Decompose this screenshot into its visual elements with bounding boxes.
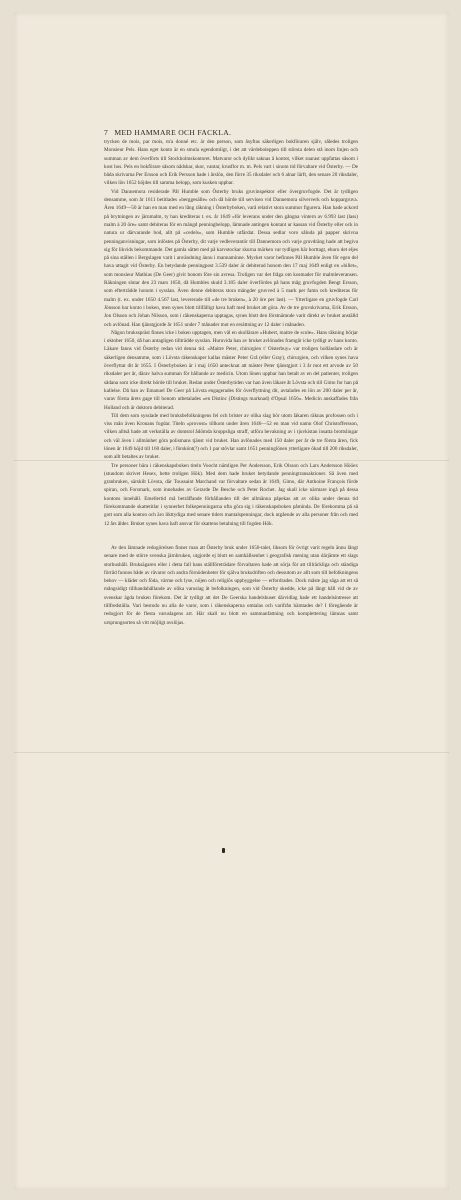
ink-mark: [222, 848, 225, 853]
paragraph: Av den lämnade redogörelsen finner man att Österby bruk under 1650-talet, liksom för övrigt varit regeln ännu långt senare med de större svenska järnbruken, utgjorde ej blott en samhällsenhet i geografisk mening utan därjämte ett slags storhushåll. Bruksägaren eller i detta fall hans ställföreträdare förvaltaren hade att sörja för att tillräckliga och ständiga förråd funnos både av råvaror och andra förnödenheter för själva bruksdriften och dessutom av allt som till befolkningens behov — kläder och föda, värme och lyse, nöjen och religiös uppbyggelse — erfordrades. Dock måste jag säga att ett så mångsidigt tillhandahållande av olika varuslag åt befolkningen, som vid Österby skedde, icke på långt håll vid de av svenskar ägda bruken förekom. Det är tydligt att det De Geerska handelshuset därvidlag hade ett handelsintresse att tillfredställa. Vari bestodo nu alla de varor, som i räkenskaperna omtalas och varifrån hämtades de? I föregående är redogjort för de flesta varuslagens art. Här skall nu blott en sammanfattning och komplettering lämnas samt ursprungsorten så vitt möjligt avslöjas.: [104, 544, 358, 626]
paragraph: trycken de mois, par mois, m'a donné etc. är den person, som åsyftas säkerligen bokföraren själv, således troligen Monsieur Pels. Hans eget konto är en smula egendomligt, i det att värdeboleppen till största delen stå inom linjen och summan av dem överförts till Stockholmskontoret. Matvaror och dylikt saknas å kontot, vilket snarast uppfattas såsom i kost hos. Pels en bokförare såsom nådshar, skor, vantar, krusflor m. m. Pels vart i sinom tid förvaltare vid Österby. — De båda skrivarna Per Ersson och Erik Persson hade i årslön, den förre 35 riksdaler och 6 alnar lärft, den senare 20 riksdaler, vilken lön 1652 höjdes till samma belopp, som kusken uppbar.: [104, 139, 358, 187]
page-number: 7: [104, 128, 109, 137]
page-fold-line: [14, 752, 449, 753]
paragraph: Vid Dannemora residerade Pål Humble som Österby bruks gruvinspektor eller övergruvfogde. Det är tydligen densamme, som år 1611 betitlades »berggesälle» och då hörde till servisen vid Dannemora silververk och koppargruva. Åren 1649—50 är han en man med en lång räkning i Österbyboken, varå relativt stora summor figurera. Han hade ackord på brytningen av järnmalm, ty han krediteras t. ex. år 1649 »för leverans under den gångna vintern av 6.993 last (lass) malm à 20 öre» samt debiteras för en mängd penningbelopp, lämnade antingen kontant ur kassan vid Österby eller ock in natura ur därvarande bod, allt på »cedels», som Humble utfärdat. Dessa sedlar voro såluda på papper skrivna penninganvisningar, som inlöstes på Österby, dit varje vedleverantör till Dannemora och varje gruvdräng hade att begiva sig för likvids bekommande. Det gamla sättet med på karvstockar skurna märken var tydligen här borttagt, ehuru det eljes på sina ställen i Bergslagen varit i användning ännu i mannaminne. Mycket varor befinnes Pål Humble även för egen del hava uttagit vid Österby. En betydande penningpost 3.539 daler är debiterad honom den 17 maj 1649 enligt en »billet», som monsieur Mathias (De Geer) givit honom före sin avresa. Troligen var det fråga om kostnader för malmleveransen. Räkningen slutar den 23 mars 1650, då Humbles skuld 3.185 daler överfördes på hans måg gruvfogden Bengt Ersson, som efterträdde honom i sysslan. Även denne debiteras stora mängder gruvved à 5 mark per famn och krediteras för malm (t. ex. under 1650 4.567 last, levererade till »de tre bruken», à 20 öre per last). — Ytterligare en gruvfogde Carl Jönsson har konto i boken, men synes blott tillfälligt hava haft med bruket att göra. Av de tre gruvskrivarna, Erik Ersson, Jon Olsson och Johan Nilsson, som i räkenskaperna upptagas, synes blott den förstnämnde varit direkt av bruket anställd och avlönad. Han tjänstgjorde år 1651 under 7 månader mot en ersättning av 12 daler i månaden.: [104, 188, 358, 328]
paragraph: Tre personer bära i räkenskapsboken titeln Voocht nämligen Per Andersson, Erik Olsson och Lars Andersson Hööex (stundom skrivet Hesex, hette troligen Hök). Med dem hade bruket betydande penningtransaktioner. Så även med granbruken, särskilt Lövsta, där Toussaint Marchand var förvaltare sedan år 1649, Gimo, där Anthoine François förde spiran, och Forsmark, som innehades av Gerarde De Besche och Peter Rochet. Jag skall icke närmare ingå på dessa kontons innehåll. Emellertid må beträffande förhållanden till det allmänna påpekas att av olika under denna tid förekommande skattetitlar i synnerhet folkepenningarna ofta göra sig i räkenskapsboken påminda. De förekomma på så gott som alla konton och äro likttydiga med senare tiders mantalspenningar, dock utgående av alla personer från och med 12 års ålder. Bruket synes hava haft ansvar för skattens betalning till fogden Hök.: [104, 462, 358, 527]
page-header: [104, 128, 364, 137]
running-title: MED HAMMARE OCH FACKLA.: [114, 128, 232, 137]
body-text: [104, 138, 358, 627]
paragraph: Till dem som sysslade med bruksbefolkningens fel och brister av olika slag bör utom läkaren räknas profossen och i viss mån även Kronans fogdar. Titeln »provost» tillkom under åren 1646—52 en man vid namn Olof Christoffersson, vilken alltså hade att verkställa av domstol ådömda kroppsliga straff, utföra bevakning av i tjuvkistan insatta brottslingar och väl även i allmänhet göra polismans tjänst vid bruket. Han avlönades med 150 daler per år de tre första åren, fick lönen år 1649 höjd till 160 daler, i förskönt(?) och 1 par stövlar samt 1651 penninglönen ytterligare ökad till 200 riksdaler, som allt betaltes av bruket.: [104, 412, 358, 461]
paragraph: Någon bruksspräst finnes icke i boken upptagen, men väl en skollärare »Hubert, maitre de scole». Hans räkning börjar i oktober 1650, då han antagligen tillträdde sysslan. Huruvida han av bruket avlönades framgår icke tydligt av hans konto. Läkare fanns vid Österby redan vid denna tid. »Maitre Peter, chirurgien t' Oisterbuy» var troligen holländare och är säkerligen densamme, som i Lövsta räkenskaper kallas mäster Peter Grå (eller Gray), chirurgien, och vilken synes hava överflyttat dit år 1655. I Österbyboken är i maj 1650 antecknat att mäster Peter tjänstgjort i 3 år mot ett arvode av 50 riksdaler per år, därav halva summan för hållande av medicin. Utom lönen uppbar han betalt av en del patienter, troligen sådana som icke direkt hörde till bruket. Redan under Österbytiden var han även läkare åt Lövsta och till Gimo for han på kallelse. Då han av Emanuel De Geer på Lövsta engagerades för överflyttning dit, avtalades en lön av 200 daler per år, varav första årets gage till honom utbetalades »en Distinc (Distings marknad) d'Opsal 1656». Medicin anskaffades från Holland och är doktorn debiterad.: [104, 329, 358, 411]
